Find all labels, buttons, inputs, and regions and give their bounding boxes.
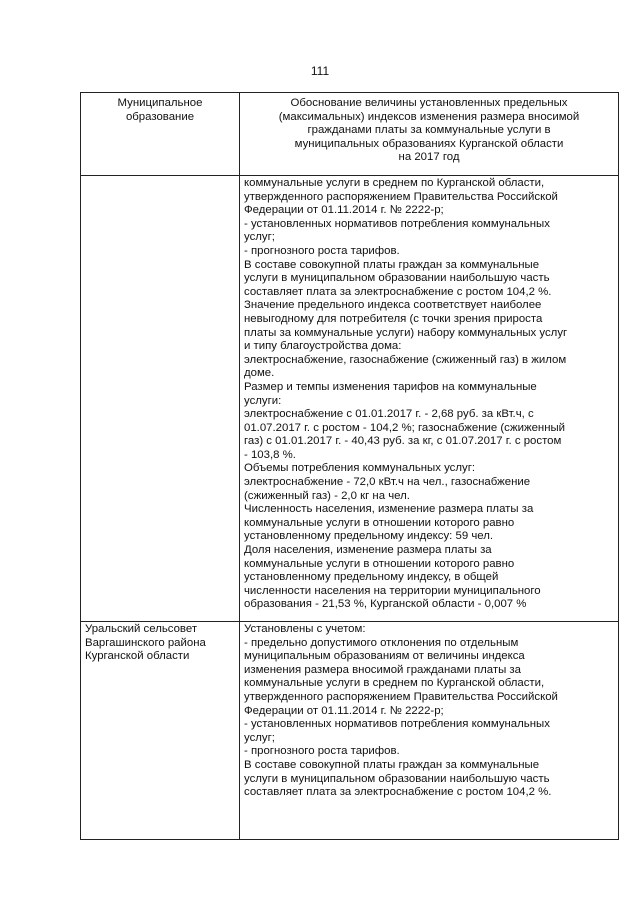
justification-line: численности населения на территории муниципального <box>244 584 541 597</box>
justification-line: доме. <box>244 367 275 380</box>
justification-line: составляет плата за электроснабжение с ростом 104,2 %. <box>244 285 552 298</box>
justification-line: - предельно допустимого отклонения по отдельным <box>244 636 519 649</box>
justification-line: платы за коммунальные услуги) набору коммунальных услуг <box>244 326 568 339</box>
header-municipality <box>81 93 240 176</box>
justification-line: газ) с 01.01.2017 г. - 40,43 руб. за кг, с 01.07.2017 г. с ростом <box>244 435 562 448</box>
justification-line: 01.07.2017 г. с ростом - 104,2 %; газоснабжение (сжиженный <box>244 421 566 434</box>
justification-line: - прогнозного роста тарифов. <box>244 745 400 758</box>
justification-line: Размер и темпы изменения тарифов на коммунальные <box>244 380 537 393</box>
justification-line: изменения размера вносимой гражданами платы за <box>244 663 521 676</box>
justification-line: - 103,8 %. <box>244 448 296 461</box>
justification-line: Объемы потребления коммунальных услуг: <box>244 462 476 475</box>
justification-line: услуг; <box>244 231 275 244</box>
justification-line: коммунальные услуги в среднем по Курганской области, <box>244 677 545 690</box>
justification-line: электроснабжение, газоснабжение (сжиженный газ) в жилом <box>244 353 567 366</box>
table-row <box>81 176 619 622</box>
justification-line: услуг; <box>244 731 275 744</box>
justification-line: услуги в муниципальном образовании наибольшую часть <box>244 272 550 285</box>
header-justification-line: на 2017 год <box>398 151 460 164</box>
justification-line: муниципальным образованиям от величины индекса <box>244 650 525 663</box>
header-justification-line: муниципальных образованиях Курганской области <box>294 137 564 150</box>
header-municipality-line: образование <box>125 110 195 123</box>
justification-line: - установленных нормативов потребления коммунальных <box>244 718 550 731</box>
tariff-justification-table <box>80 92 619 840</box>
justification-line: электроснабжение - 72,0 кВт.ч на чел., газоснабжение <box>244 476 531 489</box>
justification-line: установленному предельному индексу, в общей <box>244 571 499 584</box>
justification-line: Численность населения, изменение размера платы за <box>244 503 534 516</box>
justification-line: В составе совокупной платы граждан за коммунальные <box>244 258 540 271</box>
justification-line: образования - 21,53 %, Курганской области - 0,007 % <box>244 598 527 611</box>
header-justification <box>240 93 619 176</box>
table-row <box>81 622 619 840</box>
justification-line: (сжиженный газ) - 2,0 кг на чел. <box>244 489 410 502</box>
justification-line: электроснабжение с 01.01.2017 г. - 2,68 руб. за кВт.ч, с <box>244 408 534 421</box>
justification-line: Федерации от 01.11.2014 г. № 2222-р; <box>244 704 444 717</box>
justification-line: коммунальные услуги в среднем по Курганской области, <box>244 177 545 189</box>
header-justification-line: Обоснование величины установленных предельных <box>290 97 568 109</box>
justification-line: коммунальные услуги в отношении которого равно <box>244 516 515 529</box>
justification-line: коммунальные услуги в отношении которого равно <box>244 557 515 570</box>
header-justification-line: гражданами платы за коммунальные услуги в <box>307 124 551 137</box>
justification-line: В составе совокупной платы граждан за коммунальные <box>244 758 540 771</box>
header-municipality-line: Муниципальное <box>117 97 203 109</box>
justification-line: Доля населения, изменение размера платы за <box>244 544 492 557</box>
municipality-line: Уральский сельсовет <box>85 623 198 635</box>
justification-line: составляет плата за электроснабжение с ростом 104,2 %. <box>244 786 552 799</box>
justification-line: - установленных нормативов потребления коммунальных <box>244 217 550 230</box>
justification-line: Федерации от 01.11.2014 г. № 2222-р; <box>244 204 444 217</box>
justification-line: установленному предельному индексу: 59 чел. <box>244 530 494 543</box>
justification-line: невыгодному для потребителя (с точки зрения прироста <box>244 312 543 325</box>
justification-line: услуги в муниципальном образовании наибольшую часть <box>244 772 550 785</box>
table-header-row <box>81 93 619 176</box>
row-justification-cell <box>240 622 619 840</box>
justification-line: услуги: <box>244 394 282 407</box>
row-municipality-cell <box>81 622 240 840</box>
justification-line: Значение предельного индекса соответствует наиболее <box>244 299 542 312</box>
page-number: 111 <box>310 64 330 78</box>
row-municipality-cell <box>81 176 240 622</box>
justification-line: утвержденного распоряжением Правительства Российской <box>244 190 558 203</box>
justification-line: и типу благоустройства дома: <box>244 340 402 353</box>
justification-line: утвержденного распоряжением Правительства Российской <box>244 690 558 703</box>
municipality-line: Курганской области <box>85 650 190 663</box>
header-justification-line: (максимальных) индексов изменения размера вносимой <box>278 110 580 123</box>
justification-line: Установлены с учетом: <box>244 623 366 635</box>
justification-line: - прогнозного роста тарифов. <box>244 244 400 257</box>
municipality-line: Варгашинского района <box>85 636 206 649</box>
row-justification-cell <box>240 176 619 622</box>
